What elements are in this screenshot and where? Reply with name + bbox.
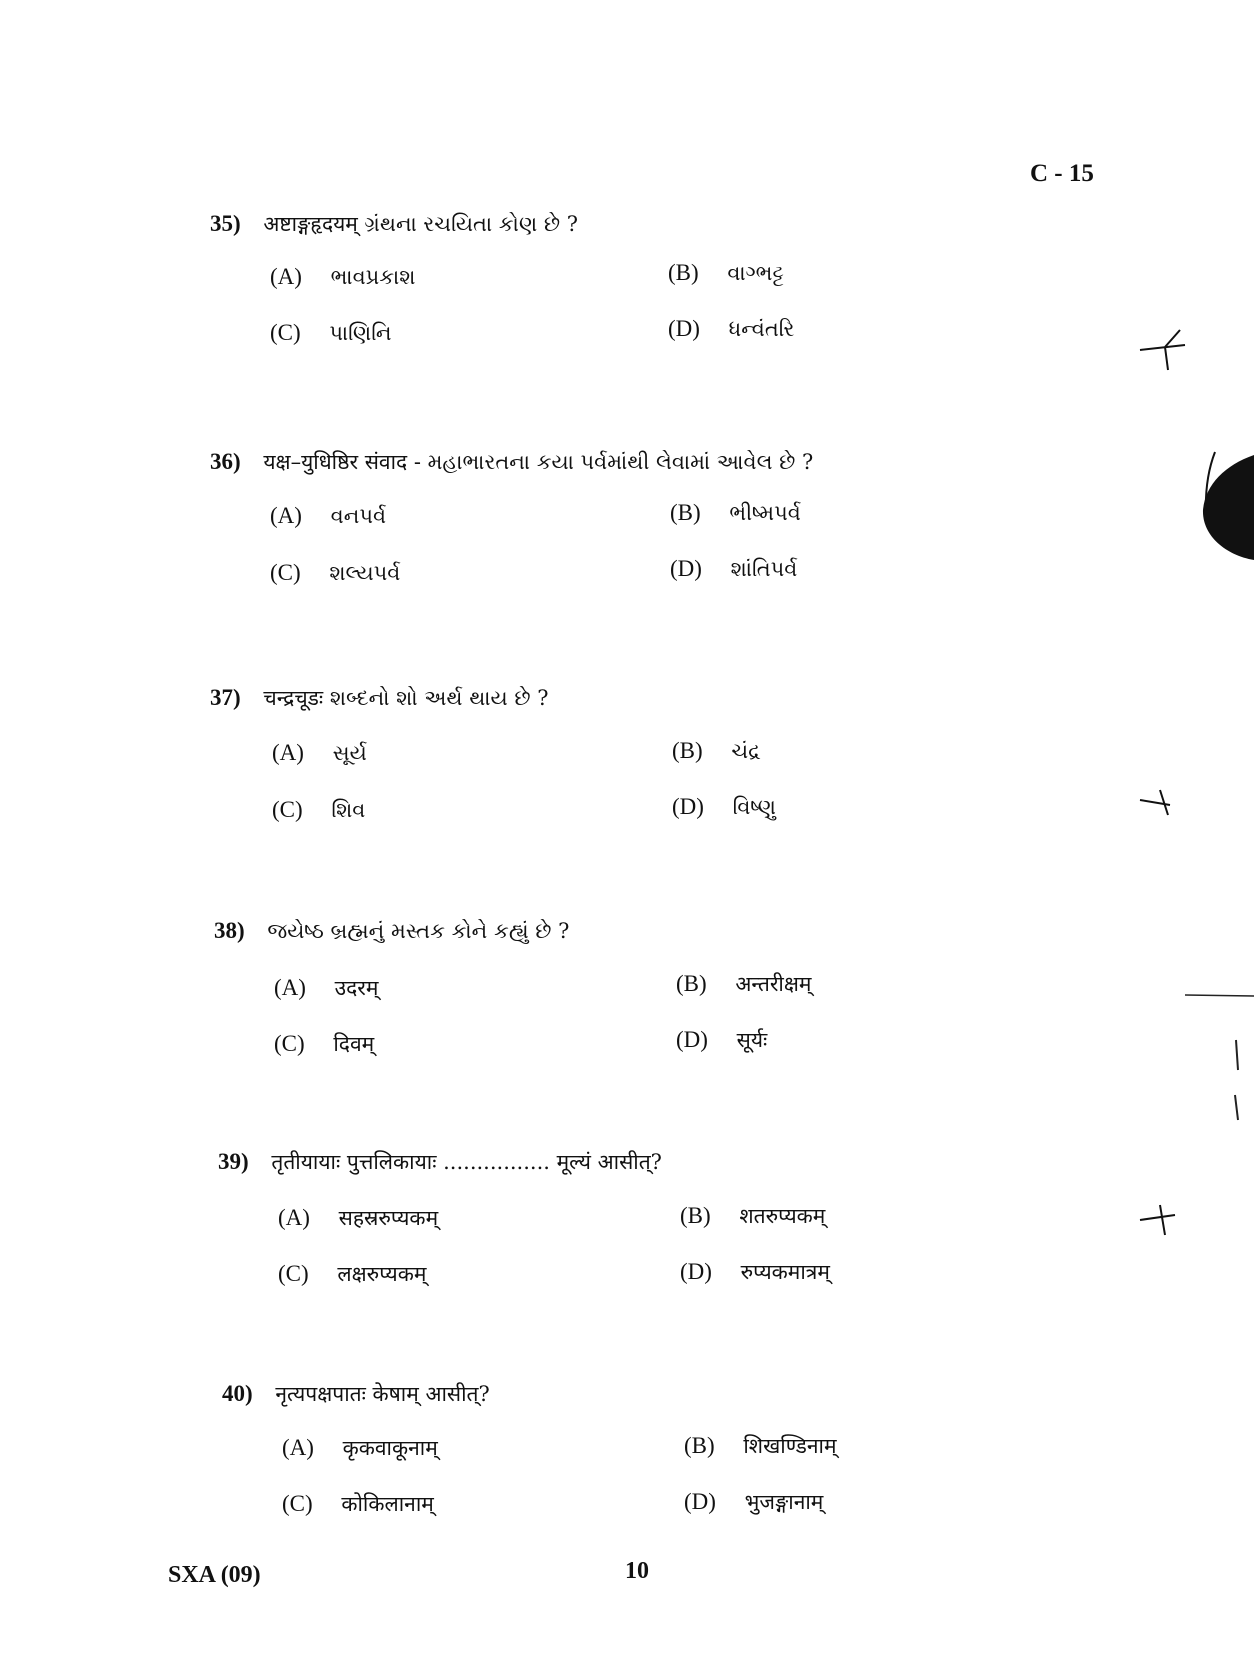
option-c[interactable] bbox=[274, 1030, 374, 1058]
option-text: उदरम् bbox=[334, 976, 379, 1000]
option-b[interactable] bbox=[668, 260, 784, 286]
option-letter: (B) bbox=[670, 500, 701, 525]
option-text: ધન્વંતરિ bbox=[728, 317, 795, 341]
option-text: भुजङ्गानाम् bbox=[744, 1490, 824, 1514]
option-letter: (C) bbox=[270, 320, 301, 345]
option-c[interactable] bbox=[282, 1490, 434, 1518]
option-text: सूर्यः bbox=[736, 1028, 768, 1052]
ink-blot bbox=[1203, 455, 1254, 560]
question-text: જયેષ્ઠ બ્રહ્મનું મસ્તક કોને કહ્યું છે ? bbox=[267, 919, 570, 943]
option-letter: (A) bbox=[278, 1205, 310, 1230]
question-text-line bbox=[210, 210, 578, 238]
question-text-line bbox=[214, 918, 569, 944]
question-number: 40) bbox=[222, 1381, 253, 1406]
option-b[interactable] bbox=[676, 970, 811, 998]
option-c[interactable] bbox=[270, 320, 392, 346]
ink-line bbox=[1185, 995, 1254, 996]
question-number: 36) bbox=[210, 449, 241, 474]
option-c[interactable] bbox=[278, 1260, 426, 1288]
option-letter: (D) bbox=[670, 556, 702, 581]
page-code: C - 15 bbox=[1030, 160, 1094, 187]
option-letter: (D) bbox=[672, 794, 704, 819]
question-number: 39) bbox=[218, 1149, 249, 1174]
option-letter: (B) bbox=[668, 260, 699, 285]
option-b[interactable] bbox=[670, 500, 801, 526]
option-text: શિવ bbox=[331, 798, 366, 822]
option-d[interactable] bbox=[672, 794, 776, 820]
option-text: दिवम् bbox=[333, 1032, 375, 1056]
question-number: 35) bbox=[210, 211, 241, 236]
option-text: शतरुप्यकम् bbox=[739, 1204, 826, 1228]
option-d[interactable] bbox=[684, 1488, 823, 1516]
ink-line bbox=[1235, 1040, 1238, 1120]
question-text-line bbox=[210, 448, 813, 476]
page-number: 10 bbox=[625, 1558, 649, 1584]
option-d[interactable] bbox=[680, 1258, 830, 1286]
option-letter: (D) bbox=[680, 1259, 712, 1284]
option-letter: (D) bbox=[668, 316, 700, 341]
option-letter: (C) bbox=[270, 560, 301, 585]
option-a[interactable] bbox=[270, 264, 415, 290]
option-letter: (A) bbox=[282, 1435, 314, 1460]
option-text: ચંદ્ર bbox=[731, 739, 761, 763]
option-a[interactable] bbox=[282, 1434, 438, 1462]
question-text-line bbox=[222, 1380, 490, 1408]
option-a[interactable] bbox=[278, 1204, 438, 1232]
option-text: कृकवाकूनाम् bbox=[342, 1436, 438, 1460]
question-text: चन्द्रचूडः શબ્દનો શો અર્થ થાય છે ? bbox=[263, 686, 549, 710]
option-letter: (B) bbox=[676, 971, 707, 996]
question-text: तृतीयायाः पुत्तलिकायाः ................ मूल्यं आसीत्? bbox=[271, 1150, 662, 1174]
option-b[interactable] bbox=[680, 1202, 825, 1230]
option-letter: (A) bbox=[274, 975, 306, 1000]
option-d[interactable] bbox=[668, 316, 794, 342]
option-letter: (C) bbox=[274, 1031, 305, 1056]
option-letter: (B) bbox=[680, 1203, 711, 1228]
option-c[interactable] bbox=[270, 560, 400, 586]
option-a[interactable] bbox=[274, 974, 378, 1002]
paper-code: SXA (09) bbox=[168, 1562, 261, 1588]
option-text: વિષ્ણુ bbox=[732, 795, 776, 819]
question-text-line bbox=[210, 684, 549, 712]
option-a[interactable] bbox=[270, 503, 386, 529]
option-text: शिखण्डिनाम् bbox=[743, 1434, 837, 1458]
option-text: रुप्यकमात्रम् bbox=[740, 1260, 830, 1284]
ink-stroke bbox=[1206, 452, 1215, 515]
option-letter: (A) bbox=[272, 740, 304, 765]
option-letter: (C) bbox=[272, 797, 303, 822]
option-letter: (A) bbox=[270, 503, 302, 528]
option-letter: (D) bbox=[676, 1027, 708, 1052]
ink-mark bbox=[1140, 330, 1185, 370]
option-letter: (B) bbox=[672, 738, 703, 763]
option-text: सहस्ररुप्यकम् bbox=[338, 1206, 439, 1230]
option-c[interactable] bbox=[272, 797, 365, 823]
option-d[interactable] bbox=[676, 1026, 767, 1054]
option-text: સૂર્ય bbox=[332, 741, 367, 765]
option-letter: (C) bbox=[278, 1261, 309, 1286]
option-letter: (A) bbox=[270, 264, 302, 289]
option-text: શાંતિપર્વ bbox=[730, 557, 798, 581]
question-text: यक्ष–युधिष्ठिर संवाद - મહાભારતના કયા પર્વમાંથી લેવામાં આવેલ છે ? bbox=[263, 450, 814, 474]
option-b[interactable] bbox=[684, 1432, 837, 1460]
ink-mark bbox=[1140, 790, 1170, 815]
option-text: શલ્યપર્વ bbox=[329, 561, 401, 585]
question-text: नृत्यपक्षपातः केषाम् आसीत्? bbox=[275, 1382, 490, 1406]
option-letter: (B) bbox=[684, 1433, 715, 1458]
option-letter: (D) bbox=[684, 1489, 716, 1514]
question-number: 38) bbox=[214, 918, 245, 943]
question-number: 37) bbox=[210, 685, 241, 710]
option-b[interactable] bbox=[672, 738, 761, 764]
option-text: अन्तरीक्षम् bbox=[735, 972, 812, 996]
option-a[interactable] bbox=[272, 740, 367, 766]
option-text: વનપર્વ bbox=[330, 504, 387, 528]
question-text-line bbox=[218, 1148, 662, 1176]
option-text: ભાવપ્રકાશ bbox=[330, 265, 416, 289]
option-d[interactable] bbox=[670, 556, 797, 582]
question-text: अष्टाङ्गहृदयम् ગ્રંથના રચયિતા કોણ છે ? bbox=[263, 212, 578, 236]
option-text: પાણિનિ bbox=[329, 321, 392, 345]
option-text: વાગ્ભટ્ટ bbox=[727, 261, 784, 285]
option-letter: (C) bbox=[282, 1491, 313, 1516]
option-text: लक्षरुप्यकम् bbox=[337, 1262, 427, 1286]
option-text: ભીષ્મપર્વ bbox=[729, 501, 801, 525]
ink-mark bbox=[1140, 1205, 1175, 1235]
option-text: कोकिलानाम् bbox=[341, 1492, 434, 1516]
